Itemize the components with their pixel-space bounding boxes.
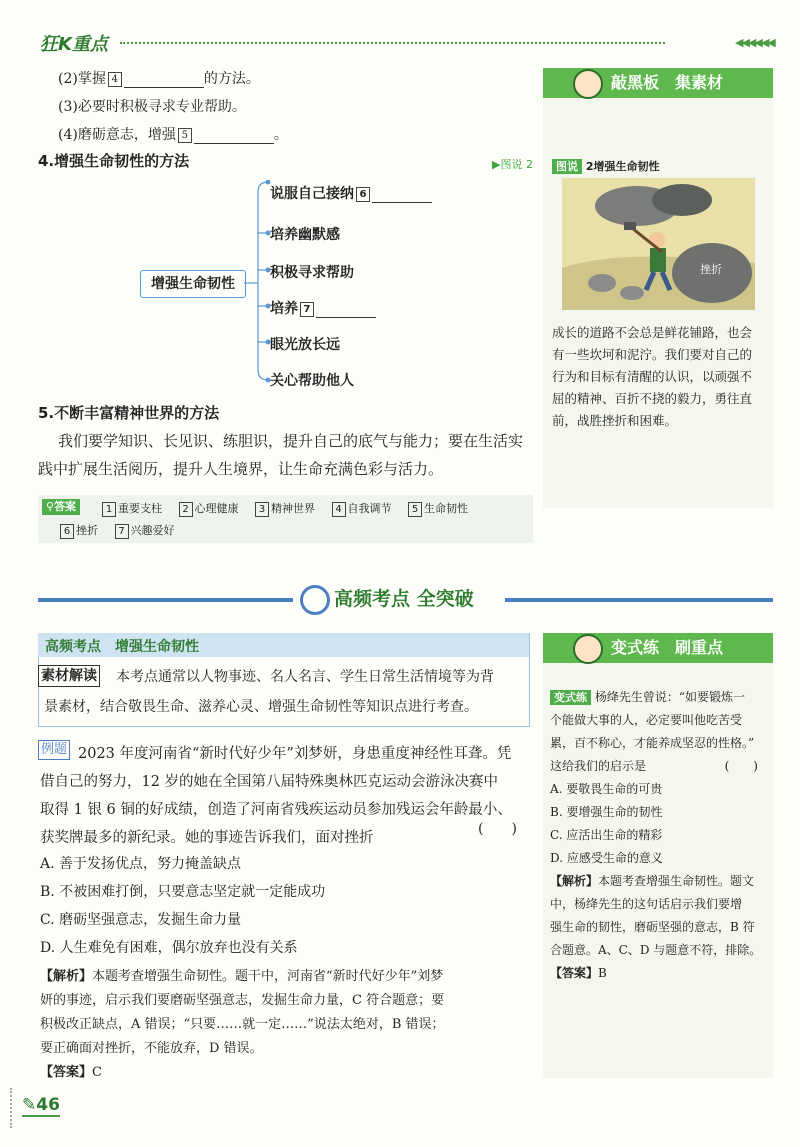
section-5-line-1: 我们要学知识、长见识、练胆识，提升自己的底气与能力；要在生活实 <box>58 432 524 450</box>
answer-row-2: 6 挫折 7 兴趣爱好 <box>58 522 175 539</box>
section-5-line-2: 践中扩展生活阅历，提升人生境界，让生命充满色彩与活力。 <box>38 460 444 478</box>
example-paren: ( ) <box>478 821 517 837</box>
mindmap-node-6: 关心帮助他人 <box>270 373 354 389</box>
side-option-b[interactable]: B. 要增强生命的韧性 <box>550 805 663 819</box>
side-bottom-stem: 变式练 杨绛先生曾说：“如要锻炼一 个能做大事的人，必定要叫他吃苦受 累，百不称心，才能养成坚忍的性格。” 这给我们的启示是 ( ) A. 要敬畏生命的可贵 B. 要增强生命的韧性 C. 应活出生命的精彩 D. 应感受生命的意义 【解析】本题考查增强生命韧性。题文 中，杨绛先生的这句话启示我们要增 强生命的韧性，磨砺坚强的意志，B 符 合题意。A、C、D 与题意不符，排除。 【答案】B <box>550 686 772 985</box>
example-option-a[interactable]: A. 善于发扬优点，努力掩盖缺点 <box>40 856 242 872</box>
mindmap-center: 增强生命韧性 <box>140 270 246 298</box>
mascot-icon <box>573 69 603 99</box>
header-logo: 狂K重点 <box>40 34 108 55</box>
example-line-2: 借自己的努力，12 岁的她在全国第八届特殊奥林匹克运动会游泳决赛中 <box>40 774 499 790</box>
header-arrows: ◀◀◀◀◀◀ <box>735 36 774 49</box>
mindmap-node-2: 培养幽默感 <box>270 227 340 243</box>
banner-line-right <box>505 598 773 602</box>
footer-logo-icon: ✎ <box>22 1095 37 1115</box>
material-label: 素材解读 <box>38 665 100 687</box>
answer-label: ⚲答案 <box>42 499 80 515</box>
mindmap-node-1: 说服自己接纳 6 <box>270 183 432 203</box>
example-options <box>40 850 325 962</box>
spiral-icon <box>300 585 330 615</box>
header-dotted-line <box>120 42 665 44</box>
example-tag: 例题 <box>38 740 70 760</box>
mindmap-node-5: 眼光放长远 <box>270 337 340 353</box>
banner: 高频考点 全突破 <box>300 584 474 615</box>
mascot-icon <box>573 634 603 664</box>
section-4-title: 4.增强生命韧性的方法 <box>38 152 190 170</box>
material-line-2: 景素材，结合敬畏生命、滋养心灵、增强生命韧性等知识点进行考查。 <box>44 699 478 715</box>
footer-dotted-line <box>0 1088 12 1128</box>
answer-row-1: 1 重要支柱 2 心理健康 3 精神世界 4 自我调节 5 生命韧性 <box>100 500 468 517</box>
main-box-header-text: 高频考点 增强生命韧性 <box>45 639 199 655</box>
example-line-1: 2023 年度河南省“新时代好少年”刘梦妍，身患重度神经性耳聋。凭 <box>78 746 512 762</box>
example-stem <box>40 740 540 852</box>
side-option-d[interactable]: D. 应感受生命的意义 <box>550 851 663 865</box>
side-option-a[interactable]: A. 要敬畏生命的可贵 <box>550 782 663 796</box>
mindmap-connector <box>244 180 274 390</box>
example-line-3: 取得 1 银 6 铜的好成绩，创造了河南省残疾运动员参加残运会年龄最小、 <box>40 802 512 818</box>
example-analysis: 【解析】本题考查增强生命韧性。题干中，河南省“新时代好少年”刘梦 妍的事迹，启示我们要磨砺坚强意志，发掘生命力量，C 符合题意；要 积极改正缺点，A 错误；“只要……就一定……”说法太绝对，B 错误； 要正确面对挫折，不能放弃，D 错误。 【答案】C <box>40 969 445 1080</box>
list-item-4: (4)磨砺意志，增强 5 。 <box>58 127 288 143</box>
material-line-1: 本考点通常以人物事迹、名人名言、学生日常生活情境等为背 <box>116 669 494 685</box>
illustration-perseverance <box>562 178 755 310</box>
list-item-2: (2)掌握 4 的方法。 <box>58 71 260 87</box>
side-top-header: 敲黑板 集素材 <box>543 68 773 98</box>
banner-line-left <box>38 598 293 602</box>
page-number: ✎46 <box>22 1095 60 1115</box>
example-option-b[interactable]: B. 不被困难打倒，只要意志坚定就一定能成功 <box>40 884 326 900</box>
mindmap-node-3: 积极寻求帮助 <box>270 265 354 281</box>
example-line-4: 获奖牌最多的新纪录。她的事迹告诉我们，面对挫折 <box>40 830 374 846</box>
example-option-d[interactable]: D. 人生难免有困难，偶尔放弃也没有关系 <box>40 940 298 956</box>
section-5-title: 5.不断丰富精神世界的方法 <box>38 404 220 422</box>
side-bottom-header: 变式练 刷重点 <box>543 633 773 663</box>
svg-text:挫折: 挫折 <box>700 263 722 276</box>
side-top-subtitle: 图说 2增强生命韧性 <box>552 158 660 174</box>
key-icon: ⚲ <box>46 500 55 513</box>
side-option-c[interactable]: C. 应活出生命的精彩 <box>550 828 663 842</box>
mindmap-node-4: 培养 7 <box>270 298 376 318</box>
list-item-3: (3)必要时积极寻求专业帮助。 <box>58 99 246 115</box>
example-option-c[interactable]: C. 磨砺坚强意志，发掘生命力量 <box>40 912 242 928</box>
side-top-text: 成长的道路不会总是鲜花铺路，也会 有一些坎坷和泥泞。我们要对自己的 行为和目标有清醒的认识，以顽强不 屈的精神、百折不挠的毅力，勇往直 前，战胜挫折和困难。 <box>552 325 753 428</box>
figure-link[interactable]: ▶图说 2 <box>492 158 533 171</box>
